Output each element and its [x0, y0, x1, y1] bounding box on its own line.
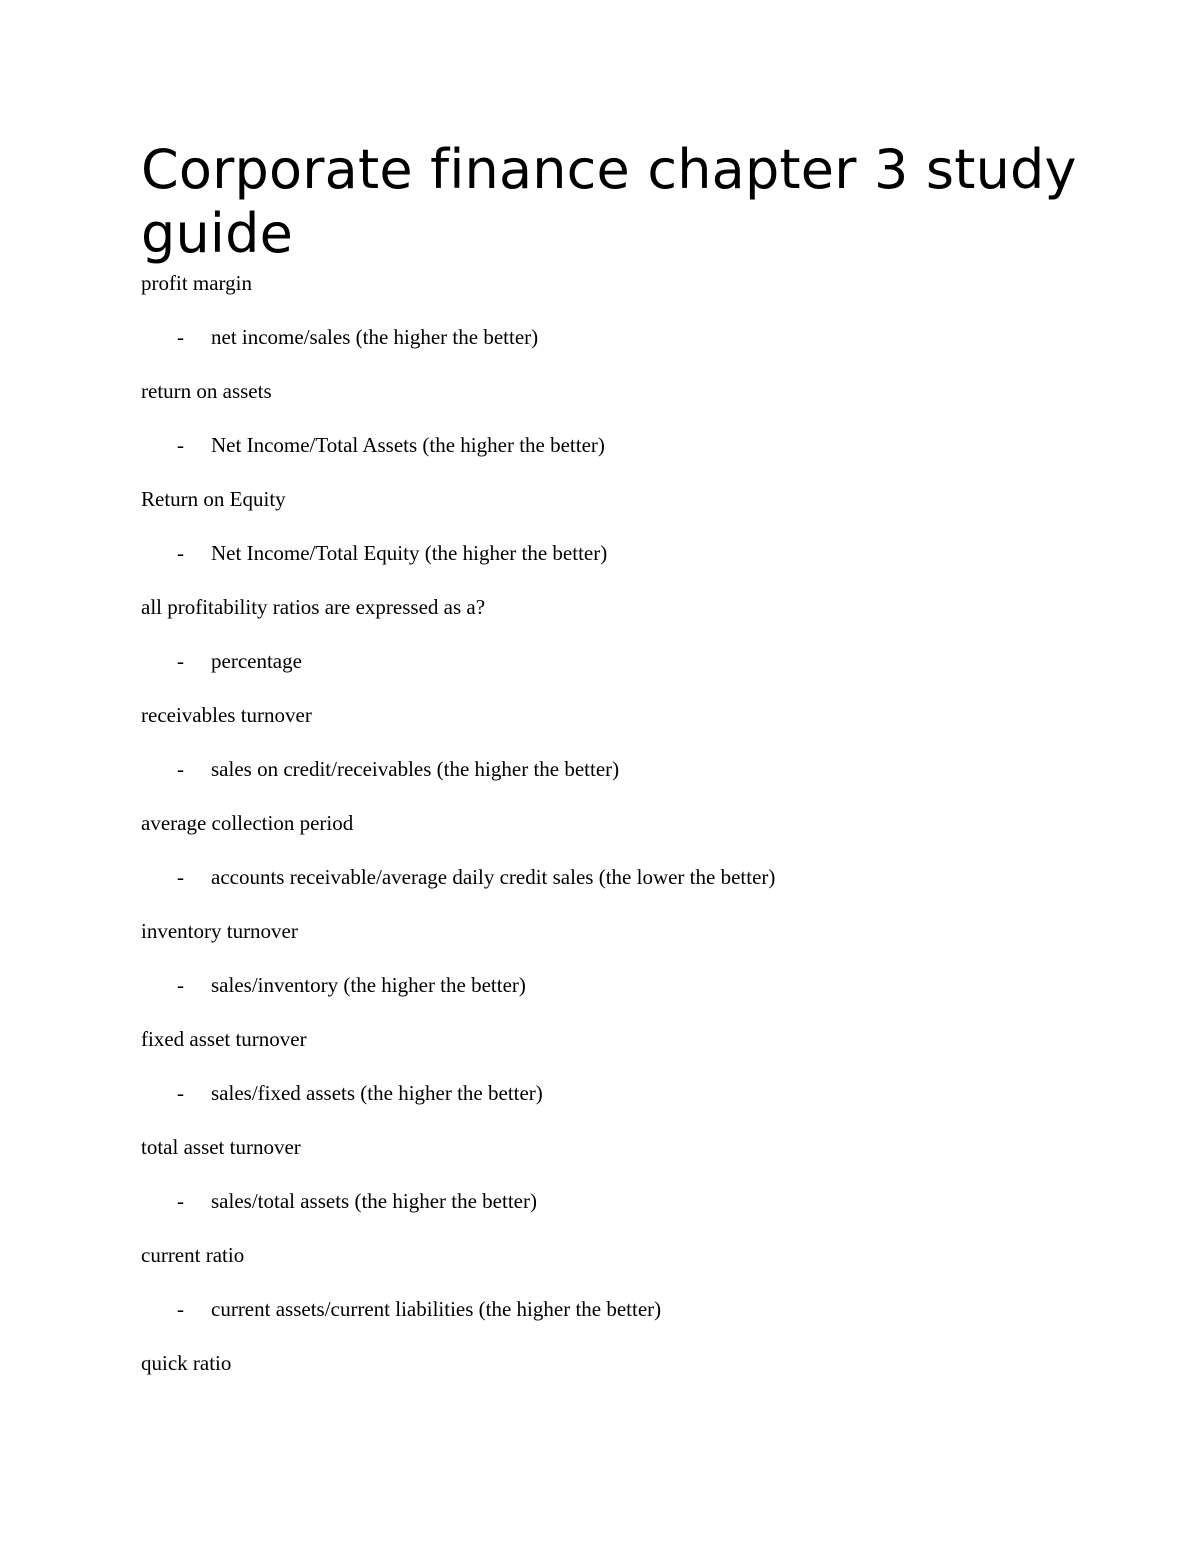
term-average-collection-period: average collection period	[141, 811, 354, 835]
definition-text: accounts receivable/average daily credit sales (the lower the better)	[211, 865, 776, 889]
bullet-dash: -	[177, 865, 184, 889]
definition-text: Net Income/Total Equity (the higher the better)	[211, 541, 608, 565]
definition-text: current assets/current liabilities (the higher the better)	[211, 1297, 662, 1321]
bullet-dash: -	[177, 1189, 184, 1213]
term-current-ratio: current ratio	[141, 1243, 245, 1267]
definition-item	[141, 972, 1101, 999]
definition-text: sales/total assets (the higher the better)	[211, 1189, 537, 1213]
bullet-dash: -	[177, 757, 184, 781]
definition-item	[141, 756, 1101, 783]
definition-text: sales/inventory (the higher the better)	[211, 973, 526, 997]
definition-item	[141, 324, 1101, 351]
definition-text: Net Income/Total Assets (the higher the better)	[211, 433, 605, 457]
term-return-on-equity: Return on Equity	[141, 487, 286, 511]
term-quick-ratio: quick ratio	[141, 1351, 232, 1375]
definition-text: sales/fixed assets (the higher the better)	[211, 1081, 543, 1105]
term-profitability-ratios-question: all profitability ratios are expressed as a?	[141, 595, 486, 619]
bullet-dash: -	[177, 973, 184, 997]
study-guide-list	[141, 270, 1101, 1404]
bullet-dash: -	[177, 649, 184, 673]
term-receivables-turnover: receivables turnover	[141, 703, 312, 727]
definition-item	[141, 864, 1101, 891]
bullet-dash: -	[177, 1081, 184, 1105]
bullet-dash: -	[177, 433, 184, 457]
bullet-dash: -	[177, 325, 184, 349]
definition-text: net income/sales (the higher the better)	[211, 325, 539, 349]
definition-item	[141, 432, 1101, 459]
definition-text: percentage	[211, 649, 302, 673]
term-fixed-asset-turnover: fixed asset turnover	[141, 1027, 307, 1051]
bullet-dash: -	[177, 1297, 184, 1321]
definition-item	[141, 540, 1101, 567]
definition-item	[141, 648, 1101, 675]
definition-text: sales on credit/receivables (the higher the better)	[211, 757, 620, 781]
bullet-dash: -	[177, 541, 184, 565]
term-return-on-assets: return on assets	[141, 379, 272, 403]
document-title: Corporate finance chapter 3 study guide	[141, 138, 1077, 265]
term-inventory-turnover: inventory turnover	[141, 919, 298, 943]
definition-item	[141, 1080, 1101, 1107]
definition-item	[141, 1188, 1101, 1215]
term-profit-margin: profit margin	[141, 271, 253, 295]
definition-item	[141, 1296, 1101, 1323]
term-total-asset-turnover: total asset turnover	[141, 1135, 301, 1159]
